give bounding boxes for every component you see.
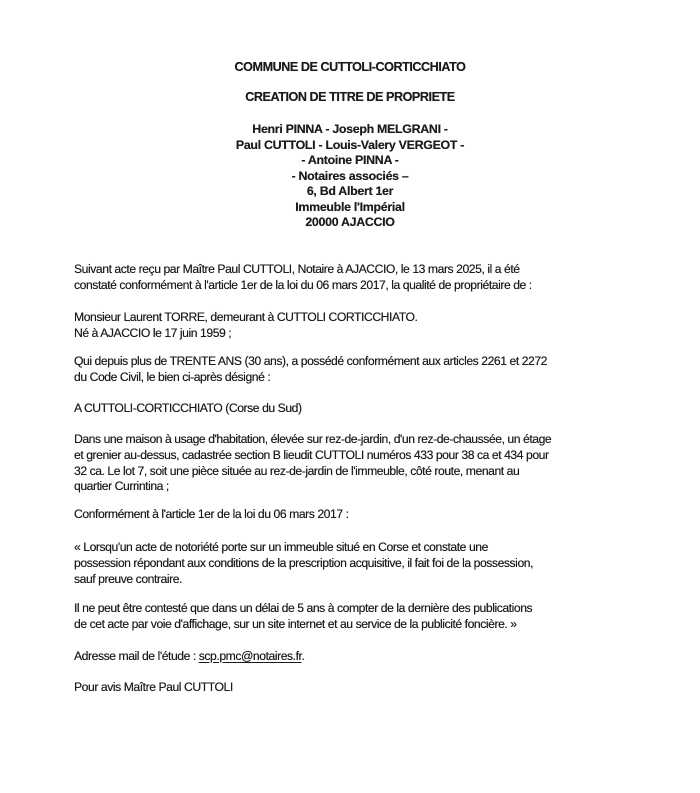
notary-address-street: 6, Bd Albert 1er xyxy=(306,184,394,198)
email-line xyxy=(74,649,304,665)
paragraph-citation-loi: « Lorsqu'un acte de notoriété porte sur un immeuble situé en Corse et constate une possession répondant aux conditions de la prescription acquisitive, il fait foi de la possession, sauf preuve contraire. xyxy=(74,540,534,586)
notary-line-1: Henri PINNA - Joseph MELGRANI - xyxy=(252,122,448,136)
act-title: CREATION DE TITRE DE PROPRIETE xyxy=(245,90,455,104)
paragraph-delai-contestation: Il ne peut être contesté que dans un délai de 5 ans à compter de la dernière des publications de cet acte par voie d'affichage, sur un site internet et au service de la publicité foncière. » xyxy=(74,601,533,631)
paragraph-reference-loi: Conformément à l'article 1er de la loi du 06 mars 2017 : xyxy=(74,507,349,521)
notary-address-city: 20000 AJACCIO xyxy=(305,215,395,229)
notary-line-2: Paul CUTTOLI - Louis-Valery VERGEOT - xyxy=(235,137,465,152)
notary-office-block xyxy=(0,122,700,231)
email-suffix: . xyxy=(301,649,305,663)
paragraph-localisation: A CUTTOLI-CORTICCHIATO (Corse du Sud) xyxy=(74,401,302,415)
paragraph-possession-trentenaire: Qui depuis plus de TRENTE ANS (30 ans), a possédé conformément aux articles 2261 et 2272 du Code Civil, le bien ci-après désigné : xyxy=(74,354,548,384)
paragraph-proprietaire: Monsieur Laurent TORRE, demeurant à CUTTOLI CORTICCHIATO. Né à AJACCIO le 17 juin 1959 ; xyxy=(74,310,418,340)
notary-address-building: Immeuble l'Impérial xyxy=(295,199,405,214)
paragraph-description-bien: Dans une maison à usage d'habitation, élevée sur rez-de-jardin, d'un rez-de-chaussée, un étage et grenier au-dessus, cadastrée section B lieudit CUTTOLI numéros 433 pour 38 ca et 434 pour 32 ca. Le lot 7, soit une pièce située au rez-de-jardin de l'immeuble, côté route, menant au quartier Currintina ; xyxy=(74,432,552,494)
notary-line-4: - Notaires associés – xyxy=(291,168,409,183)
signoff-line: Pour avis Maître Paul CUTTOLI xyxy=(74,680,233,694)
paragraph-acte-recu: Suivant acte reçu par Maître Paul CUTTOLI, Notaire à AJACCIO, le 13 mars 2025, il a été constaté conformément à l'article 1er de la loi du 06 mars 2017, la qualité de propriétaire de : xyxy=(74,262,532,292)
notary-line-3: - Antoine PINNA - xyxy=(301,153,399,167)
email-prefix: Adresse mail de l'étude : xyxy=(74,649,199,663)
email-link[interactable]: scp.pmc@notaires.fr xyxy=(198,649,302,663)
commune-title: COMMUNE DE CUTTOLI-CORTICCHIATO xyxy=(234,60,466,74)
